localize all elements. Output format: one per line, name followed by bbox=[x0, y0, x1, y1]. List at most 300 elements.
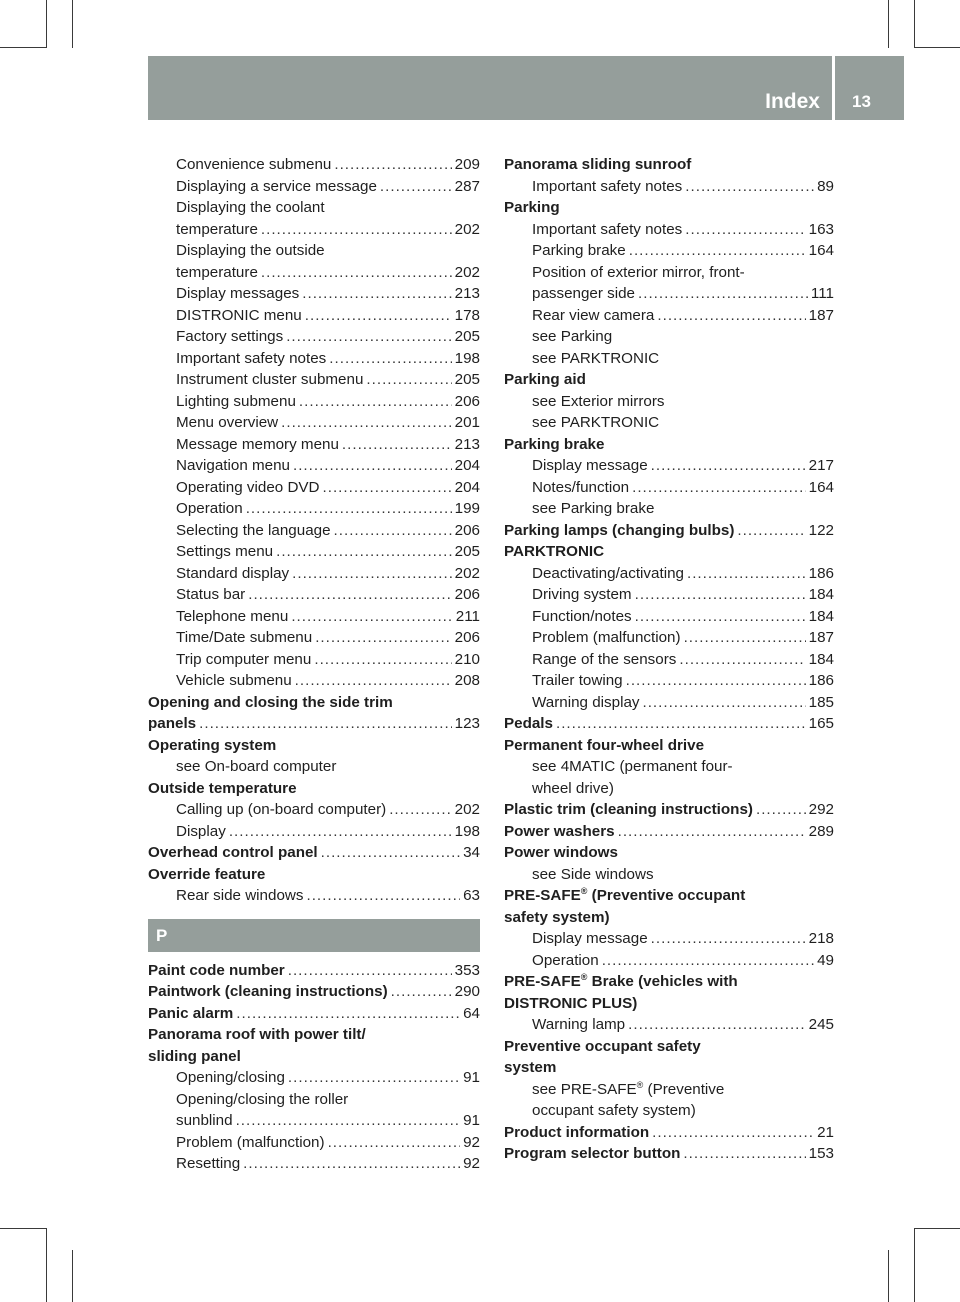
index-entry bbox=[148, 885, 480, 907]
index-entry bbox=[148, 1089, 480, 1111]
index-entry-text: Vehicle submenu bbox=[176, 672, 292, 689]
index-entry bbox=[504, 1057, 834, 1079]
page-reference: 49 bbox=[817, 951, 834, 969]
index-entry bbox=[504, 692, 834, 714]
index-entry bbox=[148, 563, 480, 585]
index-entry bbox=[148, 412, 480, 434]
dot-leader bbox=[389, 799, 451, 821]
crop-mark bbox=[914, 1228, 915, 1302]
index-entry bbox=[504, 627, 834, 649]
index-entry bbox=[504, 197, 834, 219]
page-reference: 64 bbox=[463, 1004, 480, 1022]
index-entry-text: Panorama sliding sunroof bbox=[504, 156, 692, 173]
page-reference: 198 bbox=[454, 349, 480, 367]
index-entry-text: Driving system bbox=[532, 586, 632, 603]
page-reference: 206 bbox=[454, 521, 480, 539]
index-entry-text: Instrument cluster submenu bbox=[176, 371, 364, 388]
index-entry-text: Display bbox=[176, 822, 226, 840]
index-entry bbox=[504, 864, 834, 886]
index-entry-text: Program selector button bbox=[504, 1145, 681, 1162]
dot-leader bbox=[293, 455, 452, 477]
index-entry-text: Rear side windows bbox=[176, 887, 304, 904]
index-entry-text: Displaying a service message bbox=[176, 177, 377, 195]
index-entry-text: PARKTRONIC bbox=[504, 543, 605, 560]
crop-mark bbox=[72, 1250, 73, 1302]
index-entry-text: Time/Date submenu bbox=[176, 629, 313, 646]
index-entry bbox=[148, 369, 480, 391]
dot-leader bbox=[261, 219, 452, 241]
page-reference: 204 bbox=[454, 478, 480, 496]
registered-mark: ® bbox=[636, 1079, 644, 1090]
index-entry-text: Display message bbox=[532, 457, 648, 474]
dot-leader bbox=[685, 219, 805, 241]
dot-leader bbox=[315, 627, 451, 649]
index-entry bbox=[504, 928, 834, 950]
index-entry bbox=[148, 981, 480, 1003]
dot-leader bbox=[334, 154, 451, 176]
index-entry-text: see PRE-SAFE® (Preventive bbox=[532, 1079, 725, 1098]
index-entry-text: Parking aid bbox=[504, 371, 586, 388]
dot-leader bbox=[638, 283, 808, 305]
page-reference: 185 bbox=[808, 693, 834, 711]
dot-leader bbox=[635, 606, 806, 628]
index-entry bbox=[504, 670, 834, 692]
index-entry bbox=[504, 305, 834, 327]
index-entry bbox=[504, 1100, 834, 1122]
page-reference: 187 bbox=[808, 629, 834, 646]
dot-leader bbox=[243, 1153, 460, 1175]
page-reference: 209 bbox=[454, 156, 480, 173]
index-entry bbox=[504, 219, 834, 241]
index-entry-text: Operating video DVD bbox=[176, 478, 320, 496]
page-reference: 34 bbox=[463, 844, 480, 861]
page-reference: 202 bbox=[454, 263, 480, 281]
page-reference: 92 bbox=[463, 1133, 480, 1151]
index-entry bbox=[504, 799, 834, 821]
index-entry bbox=[148, 1024, 480, 1046]
index-entry bbox=[148, 348, 480, 370]
index-entry-text: Problem (malfunction) bbox=[532, 629, 681, 646]
page-reference: 353 bbox=[454, 961, 480, 979]
page-reference: 204 bbox=[454, 457, 480, 474]
index-entry-text: DISTRONIC menu bbox=[176, 306, 302, 324]
index-entry bbox=[148, 842, 480, 864]
crop-mark bbox=[914, 47, 960, 48]
index-entry-text: panels bbox=[148, 715, 197, 732]
crop-mark bbox=[0, 1228, 46, 1229]
page-reference: 202 bbox=[454, 564, 480, 582]
index-entry bbox=[148, 477, 480, 499]
index-entry-text: Function/notes bbox=[532, 607, 632, 625]
index-entry bbox=[504, 1122, 834, 1144]
dot-leader bbox=[684, 627, 806, 649]
index-entry-text: Opening/closing the roller bbox=[176, 1090, 349, 1108]
index-entry bbox=[504, 240, 834, 262]
page-reference: 111 bbox=[810, 285, 834, 302]
dot-leader bbox=[281, 412, 452, 434]
index-entry bbox=[504, 348, 834, 370]
index-entry-text: Paintwork (cleaning instructions) bbox=[148, 983, 388, 1000]
index-entry-text: Overhead control panel bbox=[148, 844, 318, 861]
index-entry bbox=[504, 283, 834, 305]
index-entry bbox=[148, 305, 480, 327]
dot-leader bbox=[632, 477, 806, 499]
dot-leader bbox=[629, 240, 806, 262]
index-entry bbox=[504, 1036, 834, 1058]
dot-leader bbox=[618, 821, 806, 843]
index-entry bbox=[148, 541, 480, 563]
index-entry bbox=[148, 670, 480, 692]
dot-leader bbox=[229, 821, 452, 843]
index-entry-text: see On-board computer bbox=[176, 758, 337, 775]
index-entry bbox=[504, 971, 834, 993]
index-entry bbox=[148, 606, 480, 628]
page-reference: 245 bbox=[808, 1016, 834, 1033]
crop-mark bbox=[72, 0, 73, 48]
dot-leader bbox=[642, 692, 805, 714]
crop-mark bbox=[46, 0, 47, 48]
index-entry-text: Menu overview bbox=[176, 414, 279, 431]
index-entry bbox=[148, 1046, 480, 1068]
index-entry-text: Important safety notes bbox=[532, 177, 683, 195]
index-entry-text: Standard display bbox=[176, 564, 290, 582]
index-entry bbox=[148, 649, 480, 671]
crop-mark bbox=[46, 1228, 47, 1302]
page-reference: 211 bbox=[455, 607, 480, 625]
page-reference: 186 bbox=[808, 564, 834, 582]
index-entry-text: Panorama roof with power tilt/ bbox=[148, 1026, 366, 1043]
index-entry bbox=[148, 498, 480, 520]
crop-mark bbox=[888, 0, 889, 48]
page-reference: 205 bbox=[454, 328, 480, 345]
index-entry bbox=[148, 756, 480, 778]
index-entry-text: Parking bbox=[504, 199, 560, 216]
index-entry-text: see Side windows bbox=[532, 865, 654, 883]
dot-leader bbox=[683, 1143, 805, 1165]
index-entry-text: Trailer towing bbox=[532, 672, 623, 689]
registered-mark: ® bbox=[580, 972, 588, 982]
index-entry-text: Problem (malfunction) bbox=[176, 1133, 325, 1151]
dot-leader bbox=[737, 520, 805, 542]
index-entry-text: system bbox=[504, 1059, 557, 1076]
page-reference: 92 bbox=[463, 1155, 480, 1172]
index-entry-text: see Exterior mirrors bbox=[532, 392, 665, 410]
index-entry bbox=[504, 606, 834, 628]
page-reference: 123 bbox=[454, 715, 480, 732]
dot-leader bbox=[651, 928, 806, 950]
page-reference: 163 bbox=[808, 220, 834, 238]
index-entry-text: Range of the sensors bbox=[532, 650, 677, 668]
page-reference: 217 bbox=[808, 457, 834, 474]
index-entry-text: Operating system bbox=[148, 736, 277, 754]
index-entry-text: Plastic trim (cleaning instructions) bbox=[504, 801, 753, 818]
index-entry-text: Warning display bbox=[532, 693, 640, 711]
index-entry bbox=[148, 154, 480, 176]
index-entry bbox=[504, 821, 834, 843]
index-column-left bbox=[148, 154, 480, 1175]
dot-leader bbox=[366, 369, 451, 391]
page-reference: 184 bbox=[808, 586, 834, 603]
index-entry bbox=[148, 960, 480, 982]
page-reference: 184 bbox=[808, 650, 834, 668]
dot-leader bbox=[687, 563, 806, 585]
index-entries-right bbox=[504, 154, 834, 1165]
index-entry bbox=[504, 907, 834, 929]
dot-leader bbox=[299, 391, 452, 413]
index-entry-text: see Parking bbox=[532, 328, 613, 345]
index-entry-text: Selecting the language bbox=[176, 521, 331, 539]
dot-leader bbox=[756, 799, 806, 821]
index-entry-text: safety system) bbox=[504, 908, 610, 926]
page-reference: 213 bbox=[454, 285, 480, 302]
index-entry-text: Operation bbox=[532, 951, 599, 969]
index-entry bbox=[148, 520, 480, 542]
dot-leader bbox=[342, 434, 452, 456]
dot-leader bbox=[657, 305, 805, 327]
page-reference: 202 bbox=[454, 801, 480, 818]
header-separator bbox=[832, 56, 835, 120]
index-entry-text: sunblind bbox=[176, 1112, 233, 1129]
index-entry-text: Trip computer menu bbox=[176, 650, 312, 668]
index-entry bbox=[148, 735, 480, 757]
page-reference: 210 bbox=[454, 650, 480, 668]
page-reference: 164 bbox=[808, 242, 834, 259]
index-entry-text: Override feature bbox=[148, 865, 266, 883]
index-entry bbox=[148, 1153, 480, 1175]
dot-leader bbox=[314, 649, 451, 671]
dot-leader bbox=[556, 713, 806, 735]
dot-leader bbox=[291, 606, 452, 628]
index-entry-text: Outside temperature bbox=[148, 779, 297, 797]
page-reference: 206 bbox=[454, 392, 480, 410]
index-entry-text: Display messages bbox=[176, 285, 300, 302]
page-reference: 201 bbox=[454, 414, 480, 431]
index-entry-text: Opening/closing bbox=[176, 1069, 285, 1086]
index-entry bbox=[148, 197, 480, 219]
index-entry-text: see Parking brake bbox=[532, 500, 655, 517]
index-entry-text: Factory settings bbox=[176, 328, 284, 345]
dot-leader bbox=[652, 1122, 814, 1144]
crop-mark bbox=[914, 0, 915, 48]
dot-leader bbox=[321, 842, 460, 864]
index-entry-text: Calling up (on-board computer) bbox=[176, 801, 387, 818]
dot-leader bbox=[685, 176, 814, 198]
dot-leader bbox=[261, 262, 452, 284]
index-entry bbox=[504, 1014, 834, 1036]
index-entry bbox=[148, 1003, 480, 1025]
index-entry bbox=[504, 391, 834, 413]
index-entry bbox=[148, 455, 480, 477]
page-reference: 63 bbox=[463, 887, 480, 904]
index-entry bbox=[148, 864, 480, 886]
index-entry bbox=[504, 842, 834, 864]
index-entry-text: Navigation menu bbox=[176, 457, 290, 474]
index-entry bbox=[148, 799, 480, 821]
index-entry bbox=[504, 1143, 834, 1165]
index-entry-text: Power washers bbox=[504, 822, 615, 840]
index-entry-text: wheel drive) bbox=[532, 779, 614, 797]
index-entry-text: occupant safety system) bbox=[532, 1102, 696, 1119]
dot-leader bbox=[626, 670, 806, 692]
index-entry bbox=[504, 455, 834, 477]
index-entry bbox=[148, 262, 480, 284]
index-entry bbox=[504, 563, 834, 585]
index-entry bbox=[148, 821, 480, 843]
header-title: Index bbox=[765, 90, 820, 113]
index-entry bbox=[148, 219, 480, 241]
index-entry bbox=[148, 326, 480, 348]
dot-leader bbox=[199, 713, 452, 735]
index-entry-text: Displaying the outside bbox=[176, 242, 325, 259]
dot-leader bbox=[391, 981, 452, 1003]
index-entry bbox=[148, 1110, 480, 1132]
index-entry-text: passenger side bbox=[532, 285, 636, 302]
page-reference: 187 bbox=[808, 306, 834, 324]
index-entry-text: Important safety notes bbox=[176, 349, 327, 367]
page-reference: 89 bbox=[817, 177, 834, 195]
index-entry bbox=[148, 584, 480, 606]
page-reference: 91 bbox=[463, 1069, 480, 1086]
page-reference: 178 bbox=[454, 306, 480, 324]
index-entry bbox=[148, 1067, 480, 1089]
dot-leader bbox=[288, 960, 452, 982]
index-entry-text: Telephone menu bbox=[176, 607, 289, 625]
page-reference: 289 bbox=[808, 822, 834, 840]
index-column-right bbox=[504, 154, 834, 1165]
dot-leader bbox=[302, 283, 451, 305]
index-entry bbox=[148, 1132, 480, 1154]
index-entry bbox=[148, 627, 480, 649]
index-entry bbox=[504, 541, 834, 563]
page-reference: 186 bbox=[808, 672, 834, 689]
index-entry-text: Settings menu bbox=[176, 543, 274, 560]
index-entry-text: Display message bbox=[532, 930, 648, 947]
crop-mark bbox=[888, 1250, 889, 1302]
page-number: 13 bbox=[852, 92, 871, 111]
index-entry bbox=[504, 993, 834, 1015]
index-entry bbox=[148, 240, 480, 262]
index-entry bbox=[504, 885, 834, 907]
index-entry-text: Warning lamp bbox=[532, 1016, 626, 1033]
dot-leader bbox=[334, 520, 452, 542]
index-entry bbox=[504, 412, 834, 434]
index-entry bbox=[504, 713, 834, 735]
index-entry-text: Lighting submenu bbox=[176, 392, 296, 410]
page-reference: 218 bbox=[808, 930, 834, 947]
dot-leader bbox=[305, 305, 452, 327]
registered-mark: ® bbox=[580, 886, 588, 896]
dot-leader bbox=[328, 1132, 461, 1154]
dot-leader bbox=[602, 950, 814, 972]
page-reference: 213 bbox=[454, 435, 480, 453]
index-entry-text: Position of exterior mirror, front- bbox=[532, 263, 745, 281]
index-entry bbox=[504, 520, 834, 542]
index-entry bbox=[504, 756, 834, 778]
page-reference: 206 bbox=[454, 586, 480, 603]
page-reference: 184 bbox=[808, 607, 834, 625]
dot-leader bbox=[295, 670, 452, 692]
index-entry bbox=[148, 434, 480, 456]
dot-leader bbox=[246, 498, 452, 520]
index-entry-text: temperature bbox=[176, 263, 258, 281]
crop-mark bbox=[0, 47, 46, 48]
index-entry bbox=[504, 176, 834, 198]
index-entry bbox=[504, 477, 834, 499]
index-entry-text: Permanent four-wheel drive bbox=[504, 736, 705, 754]
index-entry-text: Rear view camera bbox=[532, 306, 655, 324]
page-reference: 198 bbox=[454, 822, 480, 840]
page-reference: 122 bbox=[808, 521, 834, 539]
dot-leader bbox=[380, 176, 452, 198]
index-entry bbox=[148, 778, 480, 800]
page-reference: 202 bbox=[454, 220, 480, 238]
index-entry-text: Convenience submenu bbox=[176, 156, 332, 173]
index-entry bbox=[504, 154, 834, 176]
index-entry-text: DISTRONIC PLUS) bbox=[504, 994, 638, 1012]
page-reference: 287 bbox=[454, 177, 480, 195]
index-entry-text: Notes/function bbox=[532, 478, 630, 496]
index-entry bbox=[504, 262, 834, 284]
index-entry-text: temperature bbox=[176, 220, 258, 238]
page-reference: 21 bbox=[817, 1123, 834, 1141]
index-entry bbox=[504, 950, 834, 972]
dot-leader bbox=[651, 455, 806, 477]
index-entry bbox=[504, 778, 834, 800]
index-entry-text: Parking brake bbox=[532, 242, 626, 259]
index-entry-text: Product information bbox=[504, 1123, 650, 1141]
page-reference: 206 bbox=[454, 629, 480, 646]
index-entry-text: Pedals bbox=[504, 715, 553, 732]
index-entry bbox=[504, 735, 834, 757]
index-entries-left-top bbox=[148, 154, 480, 907]
index-entry bbox=[504, 498, 834, 520]
index-entry-text: see PARKTRONIC bbox=[532, 349, 660, 367]
dot-leader bbox=[292, 563, 452, 585]
page-reference: 91 bbox=[463, 1112, 480, 1129]
index-entry bbox=[148, 391, 480, 413]
index-entry bbox=[504, 1079, 834, 1101]
index-entry bbox=[504, 649, 834, 671]
page-reference: 208 bbox=[454, 672, 480, 689]
index-entry-text: Message memory menu bbox=[176, 435, 339, 453]
dot-leader bbox=[286, 326, 451, 348]
index-entry-text: Parking brake bbox=[504, 435, 605, 453]
section-letter-bar: P bbox=[148, 919, 480, 952]
index-entry-text: Opening and closing the side trim bbox=[148, 693, 393, 711]
index-entry bbox=[148, 713, 480, 735]
dot-leader bbox=[276, 541, 452, 563]
dot-leader bbox=[248, 584, 451, 606]
dot-leader bbox=[323, 477, 452, 499]
dot-leader bbox=[679, 649, 805, 671]
index-entry-text: Power windows bbox=[504, 844, 618, 861]
dot-leader bbox=[628, 1014, 806, 1036]
page-reference: 205 bbox=[454, 543, 480, 560]
index-entry bbox=[148, 692, 480, 714]
page-reference: 205 bbox=[454, 371, 480, 388]
index-entry-text: PRE-SAFE® Brake (vehicles with bbox=[504, 972, 738, 990]
index-entry bbox=[148, 176, 480, 198]
dot-leader bbox=[288, 1067, 460, 1089]
index-entry bbox=[504, 434, 834, 456]
index-entry-text: see PARKTRONIC bbox=[532, 414, 660, 431]
index-entry-text: sliding panel bbox=[148, 1047, 241, 1065]
index-entry bbox=[504, 369, 834, 391]
index-entry-text: Deactivating/activating bbox=[532, 564, 684, 582]
index-entry bbox=[148, 283, 480, 305]
page-reference: 153 bbox=[808, 1145, 834, 1162]
index-entry bbox=[504, 584, 834, 606]
